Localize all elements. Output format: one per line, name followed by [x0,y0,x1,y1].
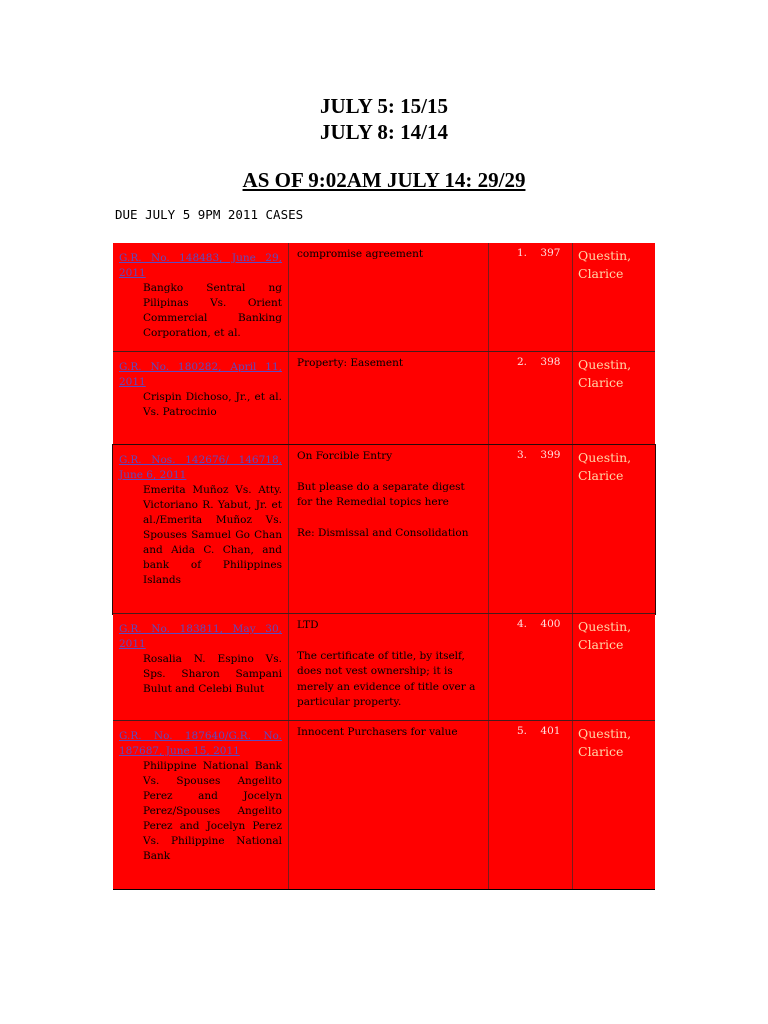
topic-cell [289,243,489,351]
header-line-3: AS OF 9:02AM JULY 14: 29/29 [242,168,526,192]
topic-cell [289,352,489,444]
topic-text: compromise agreement [297,248,424,260]
header-line-1: JULY 5: 15/15 [320,94,448,118]
case-cell [113,614,289,720]
case-code: 401 [540,725,561,737]
case-title: Philippine National Bank Vs. Spouses Angelito Perez and Jocelyn Perez/Spouses Angelito Perez and Jocelyn Perez Vs. Philippine National Bank [143,760,282,862]
case-number: 5. [517,725,528,737]
assignee-cell [573,352,655,444]
case-cell [113,445,289,613]
topic-text: The certificate of title, by itself, does not vest ownership; it is merely an evidence of title over a particular property. [297,649,476,708]
assignee-cell [573,445,655,613]
header-line-2: JULY 8: 14/14 [320,120,448,144]
case-title: Emerita Muñoz Vs. Atty. Victoriano R. Yabut, Jr. et al./Emerita Muñoz Vs. Spouses Samuel Go Chan and Aida C. Chan, and bank of Philippines Islands [143,484,282,586]
case-citation-link[interactable]: G.R. No. 148483, June 29, 2011 [119,252,282,279]
number-cell [489,243,573,351]
assignee-name: Questin, Clarice [578,619,632,652]
assignee-cell [573,614,655,720]
assignee-name: Questin, Clarice [578,726,632,759]
topic-text: On Forcible Entry [297,450,393,462]
case-cell [113,721,289,889]
case-code: 399 [540,449,561,461]
topic-text: Re: Dismissal and Consolidation [297,526,469,539]
topic-text: Innocent Purchasers for value [297,726,458,738]
number-cell [489,352,573,444]
case-row [113,721,655,890]
case-citation-link[interactable]: G.R. Nos. 142676/ 146718, June 6, 2011 [119,454,282,481]
number-cell [489,614,573,720]
case-code: 400 [540,618,561,630]
case-number: 2. [517,356,528,368]
topic-cell [289,614,489,720]
case-title: Rosalia N. Espino Vs. Sps. Sharon Sampani Bulut and Celebi Bulut [143,653,282,695]
case-number: 1. [517,247,528,259]
case-citation-link[interactable]: G.R. No. 180282, April 11, 2011 [119,361,282,388]
case-citation-link[interactable]: G.R. No. 187640/G.R. No. 187687, June 15, 2011 [119,730,282,757]
assignee-name: Questin, Clarice [578,357,632,390]
case-citation-link[interactable]: G.R. No. 183811, May 30, 2011 [119,623,282,650]
case-row [113,614,655,721]
case-cell [113,243,289,351]
topic-cell [289,721,489,889]
case-number: 4. [517,618,528,630]
number-cell [489,445,573,613]
case-code: 398 [540,356,561,368]
case-number: 3. [517,449,528,461]
topic-text: But please do a separate digest for the Remedial topics here [297,480,465,508]
case-row [113,243,655,352]
assignee-cell [573,243,655,351]
cases-table [113,243,655,890]
case-code: 397 [540,247,561,259]
case-row [113,352,655,445]
assignee-name: Questin, Clarice [578,248,632,281]
topic-cell [289,445,489,613]
number-cell [489,721,573,889]
case-title: Bangko Sentral ng Pilipinas Vs. Orient Commercial Banking Corporation, et al. [143,282,282,339]
section-label: DUE JULY 5 9PM 2011 CASES [115,207,304,222]
topic-text: LTD [297,619,319,631]
assignee-name: Questin, Clarice [578,450,632,483]
case-row [113,445,655,614]
assignee-cell [573,721,655,889]
topic-text: Property: Easement [297,357,404,369]
case-cell [113,352,289,444]
case-title: Crispin Dichoso, Jr., et al. Vs. Patrocinio [143,391,282,418]
